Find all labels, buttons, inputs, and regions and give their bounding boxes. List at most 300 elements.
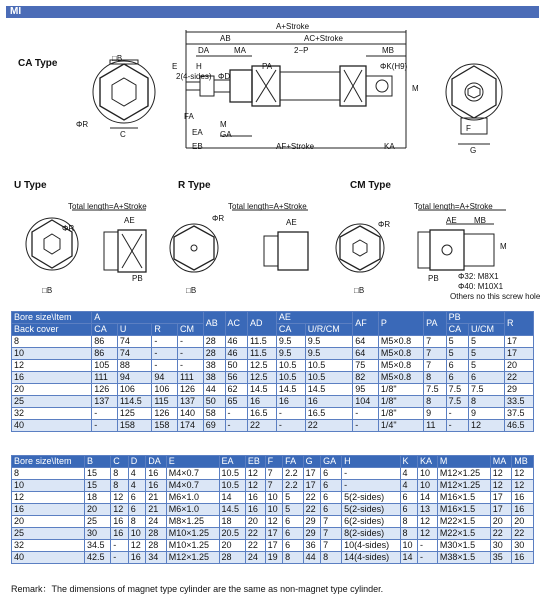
- table2-header: C: [111, 456, 129, 468]
- table-cell: 5: [446, 348, 468, 360]
- table-cell: 20: [84, 504, 110, 516]
- table-cell: 20: [245, 516, 265, 528]
- table-cell: 16: [146, 468, 166, 480]
- table1-header-ab: AB: [203, 312, 225, 336]
- table-cell: 5: [469, 360, 505, 372]
- table-cell: 115: [152, 396, 178, 408]
- table-cell: 29: [303, 528, 321, 540]
- table-cell: 17: [265, 528, 283, 540]
- table-cell: 11.5: [247, 336, 276, 348]
- table-cell: -: [178, 348, 204, 360]
- u-total-length: Total length=A+Stroke: [68, 202, 147, 211]
- dim-c: C: [120, 130, 126, 139]
- table-cell: 30: [512, 540, 534, 552]
- table-cell: 86: [92, 336, 118, 348]
- table-cell: 2.2: [283, 468, 303, 480]
- cm-type-label: CM Type: [350, 180, 391, 191]
- table-cell: 86: [92, 348, 118, 360]
- table-cell: 7.5: [446, 396, 468, 408]
- table-cell: -: [342, 480, 400, 492]
- table-cell: 10: [265, 492, 283, 504]
- dim-g: G: [470, 146, 477, 155]
- dim-ea: EA: [192, 128, 203, 137]
- table-cell: 8: [321, 552, 342, 564]
- table-cell: 12: [111, 504, 129, 516]
- table-cell: 7: [265, 468, 283, 480]
- table-cell: 8: [424, 372, 446, 384]
- table-row: [12, 504, 534, 516]
- r-total-length: Total length=A+Stroke: [228, 202, 307, 211]
- table-cell: 1/8": [378, 396, 423, 408]
- table-cell: M16×1.5: [437, 492, 490, 504]
- dim-eb: EB: [192, 142, 203, 151]
- table-cell: 19: [265, 552, 283, 564]
- table-cell: 21: [146, 504, 166, 516]
- table-cell: 62: [225, 384, 247, 396]
- table-cell: -: [92, 408, 118, 420]
- table-cell: 15: [84, 480, 110, 492]
- table-cell: 6: [128, 504, 146, 516]
- table-cell: 16: [111, 516, 129, 528]
- table-cell: 17: [490, 504, 512, 516]
- table-cell: 50: [203, 396, 225, 408]
- table-cell: 24: [146, 516, 166, 528]
- table-cell: -: [353, 420, 379, 432]
- cm-phi32: Φ32: M8X1: [458, 272, 499, 281]
- table-cell: 46: [225, 336, 247, 348]
- r-phi-r: ΦR: [212, 214, 225, 223]
- drawing-lines: [6, 20, 539, 310]
- table-cell: 12: [418, 516, 438, 528]
- dim-h: H: [196, 62, 202, 71]
- table-cell: 6: [400, 504, 418, 516]
- table-cell: 8: [424, 396, 446, 408]
- table-cell: 10.5: [276, 372, 305, 384]
- table-cell: 12: [469, 420, 505, 432]
- table-cell: 94: [152, 372, 178, 384]
- table-cell: 22: [245, 528, 265, 540]
- table-cell: 15: [84, 468, 110, 480]
- table-cell: 6: [283, 528, 303, 540]
- table-cell: 17: [303, 468, 321, 480]
- table-cell: 16: [305, 396, 352, 408]
- table-cell: 7: [265, 480, 283, 492]
- dim-m-side: M: [220, 120, 227, 129]
- table-cell: 12.5: [247, 372, 276, 384]
- table-cell: 16: [247, 396, 276, 408]
- table-row: [12, 516, 534, 528]
- table-cell: M4×0.7: [166, 468, 219, 480]
- table1-subheader: CA: [92, 324, 118, 336]
- table2-header: G: [303, 456, 321, 468]
- table-cell: 158: [117, 420, 151, 432]
- table-cell: 1/8": [378, 384, 423, 396]
- table2-header: F: [265, 456, 283, 468]
- table-cell: 16: [512, 552, 534, 564]
- table-cell: M10×1.25: [166, 528, 219, 540]
- table-cell: 4: [400, 480, 418, 492]
- dim-fa: FA: [184, 112, 194, 121]
- table-cell: -: [276, 420, 305, 432]
- table-cell: 40: [12, 552, 85, 564]
- dim-e: E: [172, 62, 178, 71]
- table-cell: -: [446, 408, 468, 420]
- cm-ae: AE: [446, 216, 457, 225]
- table-cell: 65: [225, 396, 247, 408]
- table2-header: K: [400, 456, 418, 468]
- dim-ka: KA: [384, 142, 395, 151]
- table-cell: 14.5: [276, 384, 305, 396]
- table2-header-row: [12, 456, 534, 468]
- table-cell: 6: [283, 540, 303, 552]
- table-row: [12, 528, 534, 540]
- table-cell: 16: [12, 372, 92, 384]
- table-cell: 40: [12, 420, 92, 432]
- dim-b-box: □B: [112, 54, 123, 63]
- technical-drawing: [6, 20, 539, 310]
- table-cell: 20: [504, 360, 533, 372]
- dim-af-stroke: AF+Stroke: [276, 142, 315, 151]
- table-cell: M5×0.8: [378, 372, 423, 384]
- table-cell: 9.5: [305, 336, 352, 348]
- table1-header-a: A: [92, 312, 204, 324]
- table-cell: 7: [321, 540, 342, 552]
- table1-header-af: AF: [353, 312, 379, 336]
- cm-phi-r: ΦR: [378, 220, 391, 229]
- table-cell: 5: [469, 348, 505, 360]
- table-cell: 8: [12, 336, 92, 348]
- dim-pa: PA: [262, 62, 273, 71]
- table-cell: 28: [219, 552, 245, 564]
- table-cell: 7: [424, 348, 446, 360]
- table-cell: 22: [247, 420, 276, 432]
- table1-header-r: R: [504, 312, 533, 336]
- table-row: [12, 384, 534, 396]
- table-cell: 13: [418, 504, 438, 516]
- table-cell: 10.5: [305, 360, 352, 372]
- table-cell: 7: [424, 360, 446, 372]
- dim-m: M: [412, 84, 419, 93]
- table-cell: 28: [146, 540, 166, 552]
- table-cell: 5(2-sides): [342, 492, 400, 504]
- table-cell: 9: [469, 408, 505, 420]
- table-cell: 18: [84, 492, 110, 504]
- table-cell: 16: [512, 504, 534, 516]
- table-cell: 7.5: [424, 384, 446, 396]
- table-cell: 10: [400, 540, 418, 552]
- table-cell: 29: [504, 384, 533, 396]
- table-cell: 94: [117, 372, 151, 384]
- table-row: [12, 468, 534, 480]
- table-cell: 35: [490, 552, 512, 564]
- table2-header: MA: [490, 456, 512, 468]
- table-cell: 20: [490, 516, 512, 528]
- section-tag-bar: [6, 6, 539, 18]
- table-cell: 17: [504, 348, 533, 360]
- table-cell: 6: [321, 492, 342, 504]
- table-cell: 8: [128, 516, 146, 528]
- table-cell: 8: [469, 396, 505, 408]
- table-cell: 10: [418, 480, 438, 492]
- table-cell: 46: [225, 348, 247, 360]
- table-cell: -: [276, 408, 305, 420]
- u-type-label: U Type: [14, 180, 47, 191]
- table-cell: 14.5: [247, 384, 276, 396]
- table-cell: 8(2-sides): [342, 528, 400, 540]
- table-cell: 4: [128, 468, 146, 480]
- table-cell: 17: [504, 336, 533, 348]
- table-cell: 9.5: [276, 336, 305, 348]
- table-cell: 10: [265, 504, 283, 516]
- table-cell: 16: [12, 504, 85, 516]
- spec-table-1: [11, 311, 534, 432]
- table-cell: 17: [303, 480, 321, 492]
- table-cell: -: [178, 360, 204, 372]
- table-cell: 111: [178, 372, 204, 384]
- table-cell: 74: [117, 348, 151, 360]
- table-cell: 20: [512, 516, 534, 528]
- table-cell: M38×1.5: [437, 552, 490, 564]
- table-cell: 12: [512, 468, 534, 480]
- table-cell: 10: [418, 468, 438, 480]
- table2-header: GA: [321, 456, 342, 468]
- table-cell: 34: [146, 552, 166, 564]
- table-cell: -: [418, 540, 438, 552]
- table-cell: 12: [245, 480, 265, 492]
- table-row: [12, 420, 534, 432]
- table-cell: -: [225, 420, 247, 432]
- table-cell: 16: [128, 552, 146, 564]
- dim-f: F: [466, 124, 471, 133]
- table-cell: 6: [128, 492, 146, 504]
- table-cell: 16.5: [305, 408, 352, 420]
- table-cell: 37.5: [504, 408, 533, 420]
- table-cell: 30: [490, 540, 512, 552]
- table-cell: 33.5: [504, 396, 533, 408]
- table-cell: 12: [245, 468, 265, 480]
- table-cell: 10: [128, 528, 146, 540]
- table2-header: B: [84, 456, 110, 468]
- table1-header-pb: PB: [446, 312, 504, 324]
- table-cell: 6: [321, 468, 342, 480]
- table-cell: 11: [424, 420, 446, 432]
- table-cell: 1/8": [378, 408, 423, 420]
- table-cell: 12: [265, 516, 283, 528]
- table-cell: -: [152, 336, 178, 348]
- table-cell: 20: [12, 516, 85, 528]
- table-cell: M22×1.5: [437, 516, 490, 528]
- table-cell: 8: [283, 552, 303, 564]
- table1-header-ae: AE: [276, 312, 352, 324]
- table-cell: -: [418, 552, 438, 564]
- table-cell: M10×1.25: [166, 540, 219, 552]
- table-cell: 126: [178, 384, 204, 396]
- table-cell: 29: [303, 516, 321, 528]
- table-cell: 17: [490, 492, 512, 504]
- table-cell: 106: [152, 384, 178, 396]
- table-cell: 5(2-sides): [342, 504, 400, 516]
- table-cell: 6: [446, 360, 468, 372]
- table-cell: M6×1.0: [166, 492, 219, 504]
- table-cell: 14.5: [305, 384, 352, 396]
- table-cell: 20: [12, 384, 92, 396]
- table-cell: 12: [12, 492, 85, 504]
- table1-subheader: U: [117, 324, 151, 336]
- table-cell: M8×1.25: [166, 516, 219, 528]
- table-cell: M30×1.5: [437, 540, 490, 552]
- table-row: [12, 396, 534, 408]
- table-cell: 7: [321, 516, 342, 528]
- table-cell: -: [111, 540, 129, 552]
- table-cell: 16: [146, 480, 166, 492]
- table-cell: 28: [146, 528, 166, 540]
- table-cell: 105: [92, 360, 118, 372]
- table-row: [12, 480, 534, 492]
- dim-ma: MA: [234, 46, 246, 55]
- dim-2-4-sides: 2(4-sides): [176, 72, 212, 81]
- table-cell: 8: [111, 480, 129, 492]
- table-cell: 17: [265, 540, 283, 552]
- table-cell: 30: [84, 528, 110, 540]
- table-cell: 38: [203, 372, 225, 384]
- table-cell: 126: [152, 408, 178, 420]
- table-cell: 12.5: [247, 360, 276, 372]
- table-cell: 111: [92, 372, 118, 384]
- spec-table-2: [11, 455, 534, 564]
- table-cell: M4×0.7: [166, 480, 219, 492]
- table1-header-ad: AD: [247, 312, 276, 336]
- table-cell: 14: [400, 552, 418, 564]
- table2-header: Bore size\Item: [12, 456, 85, 468]
- table-cell: 16: [245, 492, 265, 504]
- table-cell: 4: [128, 480, 146, 492]
- table-cell: 6: [400, 492, 418, 504]
- table-cell: 25: [84, 516, 110, 528]
- table-cell: 28: [203, 336, 225, 348]
- table-cell: 32: [12, 540, 85, 552]
- table-cell: 10.5: [305, 372, 352, 384]
- table-cell: 12: [490, 480, 512, 492]
- table-cell: 10(4-sides): [342, 540, 400, 552]
- table-cell: 5: [469, 336, 505, 348]
- table-cell: 20: [219, 540, 245, 552]
- dim-2p: 2−P: [294, 46, 309, 55]
- table-cell: 64: [353, 348, 379, 360]
- table-cell: 44: [203, 384, 225, 396]
- table-cell: -: [111, 552, 129, 564]
- table-cell: M6×1.0: [166, 504, 219, 516]
- table-cell: 25: [12, 528, 85, 540]
- table2-header: KA: [418, 456, 438, 468]
- table-cell: 11.5: [247, 348, 276, 360]
- table1-subheader: U/R/CM: [305, 324, 352, 336]
- dim-da: DA: [198, 46, 210, 55]
- table1-header-row: [12, 312, 534, 324]
- table-cell: 6: [321, 480, 342, 492]
- table-cell: 104: [353, 396, 379, 408]
- table1-header-ac: AC: [225, 312, 247, 336]
- table-cell: 174: [178, 420, 204, 432]
- table1-subheader: U/CM: [469, 324, 505, 336]
- table-cell: 14: [219, 492, 245, 504]
- table1-header-bore: Bore size\Item: [12, 312, 92, 324]
- table-cell: 21: [146, 492, 166, 504]
- table-cell: 5: [446, 336, 468, 348]
- table-cell: 64: [353, 336, 379, 348]
- table-cell: 12: [12, 360, 92, 372]
- table-cell: -: [353, 408, 379, 420]
- table-cell: M5×0.8: [378, 360, 423, 372]
- table-row: [12, 492, 534, 504]
- dim-a-stroke: A+Stroke: [276, 22, 310, 31]
- table-cell: 8: [111, 468, 129, 480]
- table-cell: 12: [512, 480, 534, 492]
- table-cell: 4: [400, 468, 418, 480]
- table-cell: 88: [117, 360, 151, 372]
- table-cell: 9.5: [276, 348, 305, 360]
- table-cell: 114.5: [117, 396, 151, 408]
- cm-total-length: Total length=A+Stroke: [414, 202, 493, 211]
- cm-phi40: Φ40: M10X1: [458, 282, 504, 291]
- table-cell: 7: [321, 528, 342, 540]
- table-cell: 75: [353, 360, 379, 372]
- table-cell: 6: [321, 504, 342, 516]
- table-cell: 16: [111, 528, 129, 540]
- table-cell: M12×1.25: [437, 480, 490, 492]
- dim-mb: MB: [382, 46, 394, 55]
- table-row: [12, 408, 534, 420]
- table1-subheader: Back cover: [12, 324, 92, 336]
- table-cell: 42.5: [84, 552, 110, 564]
- table2-header: FA: [283, 456, 303, 468]
- table-cell: 10.5: [219, 480, 245, 492]
- table-cell: 137: [92, 396, 118, 408]
- table-cell: 6: [446, 372, 468, 384]
- table-cell: M12×1.25: [437, 468, 490, 480]
- table2-header: DA: [146, 456, 166, 468]
- table1-subheader: CM: [178, 324, 204, 336]
- table-cell: -: [152, 360, 178, 372]
- table-cell: 36: [303, 540, 321, 552]
- section-tag: MI: [10, 6, 22, 17]
- table-cell: 5: [283, 504, 303, 516]
- table-cell: 9: [424, 408, 446, 420]
- table2-header: EB: [245, 456, 265, 468]
- table-cell: 2.2: [283, 480, 303, 492]
- remark: Remark：The dimensions of magnet type cylinder are the same as non-magnet type cylinder.: [11, 584, 384, 594]
- table-cell: 95: [353, 384, 379, 396]
- table-cell: 16: [512, 492, 534, 504]
- table-row: [12, 360, 534, 372]
- table-cell: -: [178, 336, 204, 348]
- table-cell: 38: [203, 360, 225, 372]
- table-row: [12, 372, 534, 384]
- table-cell: 125: [117, 408, 151, 420]
- table-cell: M22×1.5: [437, 528, 490, 540]
- table-cell: 82: [353, 372, 379, 384]
- cm-m: M: [500, 242, 507, 251]
- table-cell: 22: [512, 528, 534, 540]
- table-cell: 12: [490, 468, 512, 480]
- table-cell: 50: [225, 360, 247, 372]
- table-cell: -: [225, 408, 247, 420]
- table2-header: MB: [512, 456, 534, 468]
- table-cell: -: [446, 420, 468, 432]
- cm-note: Others no this screw hole: [450, 292, 541, 301]
- table-cell: 6: [283, 516, 303, 528]
- table-cell: 28: [203, 348, 225, 360]
- table-cell: M12×1.25: [166, 552, 219, 564]
